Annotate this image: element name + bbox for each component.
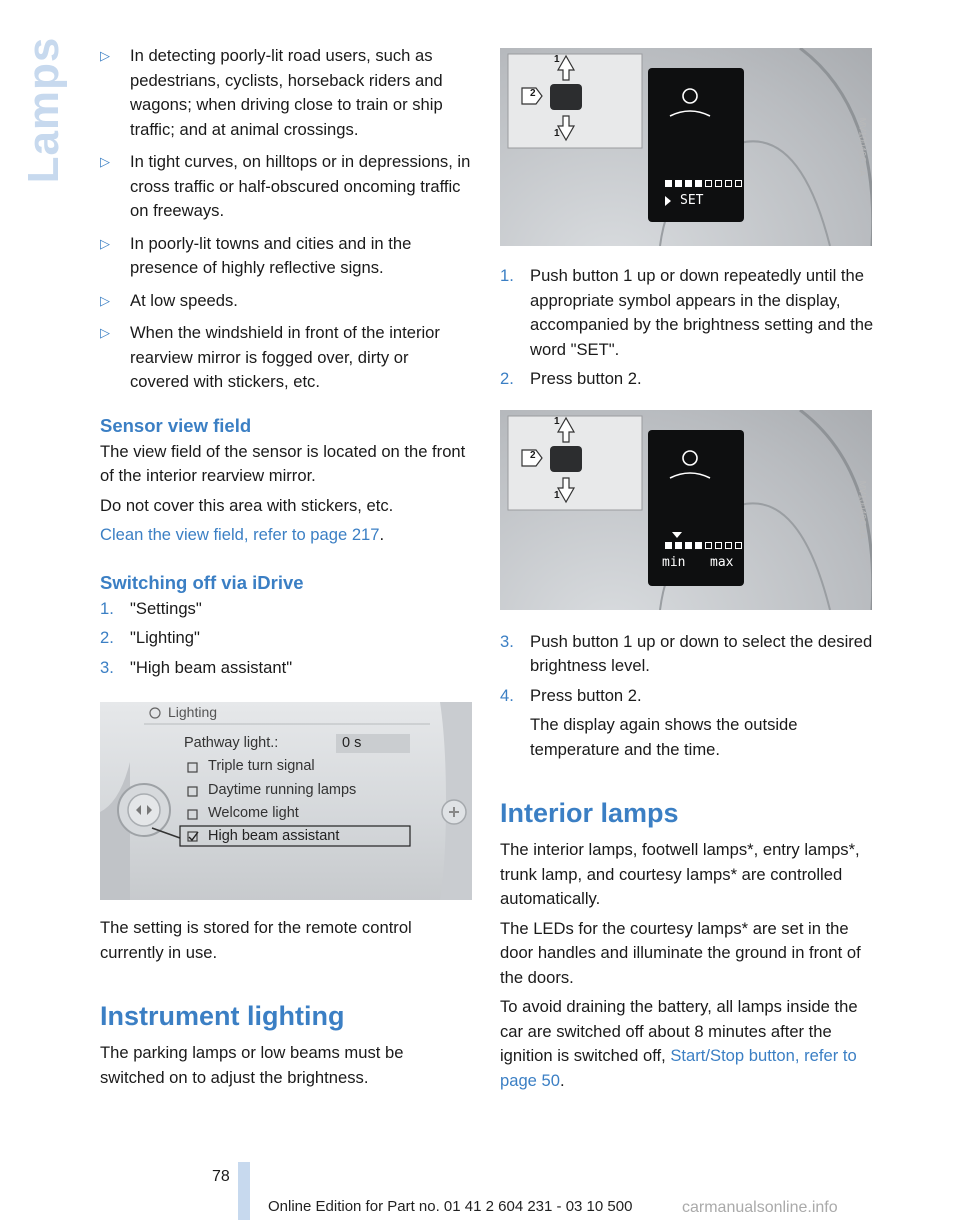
figure-code: MV10046CMA xyxy=(857,117,868,177)
instrument-text: The parking lamps or low beams must be switched on to adjust the brightness. xyxy=(100,1043,404,1087)
button-1-label-bottom: 1 xyxy=(554,489,560,501)
watermark: carmanualsonline.info xyxy=(682,1199,838,1216)
list-item: ▷ In detecting poorly-lit road users, such as pedestrians, cyclists, horseback riders and wagons; when driving close to train or ship traffic; and at animal crossings. xyxy=(100,46,443,139)
list-item: 2. Press button 2. xyxy=(500,369,642,388)
list-item: 4. Press button 2. The display again shows the outside temperature and the time. xyxy=(500,685,798,759)
pathway-value: 0 s xyxy=(342,735,362,751)
footer-bar xyxy=(238,1162,250,1220)
list-item: ▷ When the windshield in front of the interior rearview mirror is fogged over, dirty or covered with stickers, etc. xyxy=(100,323,440,391)
list-item: 1. "Settings" xyxy=(100,598,202,618)
interior-text-2: The LEDs for the courtesy lamps* are set in the door handles and illuminate the ground in front of the doors. xyxy=(500,918,861,987)
bullet-arrow-icon: ▷ xyxy=(100,235,110,251)
bullet-arrow-icon: ▷ xyxy=(100,292,110,308)
button-2-label: 2 xyxy=(530,449,536,461)
button-1-label-top: 1 xyxy=(554,54,560,65)
pathway-label: Pathway light.: xyxy=(184,735,279,751)
conditions-list xyxy=(100,44,472,395)
max-label: max xyxy=(710,554,734,570)
figure-code: MV10049CMA xyxy=(857,480,868,539)
interior-text-3: To avoid draining the battery, all lamps inside the car are switched off about 8 minutes after the ignition is switched off, Start/Stop button, refer to page 50. xyxy=(500,997,858,1090)
menu-item-welcome[interactable]: Welcome light xyxy=(208,805,299,821)
button-1-label-bottom: 1 xyxy=(554,128,560,139)
list-item: 3. Push button 1 up or down to select the desired brightness level. xyxy=(500,631,873,675)
list-item: 1. Push button 1 up or down repeatedly until the appropriate symbol appears in the display, accompanied by the brightness setting and the word "SET". xyxy=(500,266,874,359)
list-item: 2. "Lighting" xyxy=(100,628,200,647)
interior-heading: Interior lamps xyxy=(500,798,679,828)
list-item: ▷ In tight curves, on hilltops or in depressions, in cross traffic or half-obscured oncoming traffic on freeways. xyxy=(100,152,471,220)
set-display-figure xyxy=(500,48,872,246)
instrument-heading: Instrument lighting xyxy=(100,1001,345,1031)
set-label: SET xyxy=(680,193,704,208)
stored-setting-text: The setting is stored for the remote control currently in use. xyxy=(100,918,412,962)
list-item: ▷ At low speeds. xyxy=(100,289,472,314)
clean-view-field-link[interactable]: Clean the view field, refer to page 217 xyxy=(100,525,380,544)
menu-item-daytime[interactable]: Daytime running lamps xyxy=(208,782,357,798)
brightness-steps-b xyxy=(500,630,874,763)
idrive-lighting-menu-figure xyxy=(100,702,472,900)
sensor-link-line: Clean the view field, refer to page 217. xyxy=(100,525,385,544)
bullet-arrow-icon: ▷ xyxy=(100,154,110,169)
edition-text: Online Edition for Part no. 01 41 2 604 231 - 03 10 500 xyxy=(268,1198,633,1215)
brightness-display-figure xyxy=(500,410,872,610)
start-stop-link[interactable]: Start/Stop button, refer to page 50 xyxy=(500,1046,857,1090)
page-number: 78 xyxy=(212,1168,230,1185)
menu-title: Lighting xyxy=(168,704,218,720)
idrive-heading: Switching off via iDrive xyxy=(100,571,304,593)
button-2-label: 2 xyxy=(530,88,536,99)
sensor-heading: Sensor view field xyxy=(100,414,252,436)
bullet-arrow-icon: ▷ xyxy=(100,48,110,63)
list-item: ▷ In poorly-lit towns and cities and in the presence of highly reflective signs. xyxy=(100,233,412,277)
brightness-steps-a xyxy=(500,264,874,392)
section-tab: Lamps xyxy=(19,36,68,184)
button-1-label-top: 1 xyxy=(554,415,560,427)
idrive-steps xyxy=(100,597,472,681)
sensor-text: The view field of the sensor is located on the front of the interior rearview mirror. xyxy=(100,441,466,485)
sensor-warning: Do not cover this area with stickers, etc. xyxy=(100,495,394,515)
interior-text-1: The interior lamps, footwell lamps*, entry lamps*, trunk lamp, and courtesy lamps* are controlled automatically. xyxy=(500,840,860,908)
list-item: 3. "High beam assistant" xyxy=(100,657,293,677)
bullet-arrow-icon: ▷ xyxy=(100,325,110,340)
left-column xyxy=(100,44,472,1090)
menu-item-triple-turn[interactable]: Triple turn signal xyxy=(208,758,315,774)
right-column xyxy=(500,48,874,1093)
menu-item-high-beam[interactable]: High beam assistant xyxy=(208,828,340,844)
min-label: min xyxy=(662,554,686,570)
